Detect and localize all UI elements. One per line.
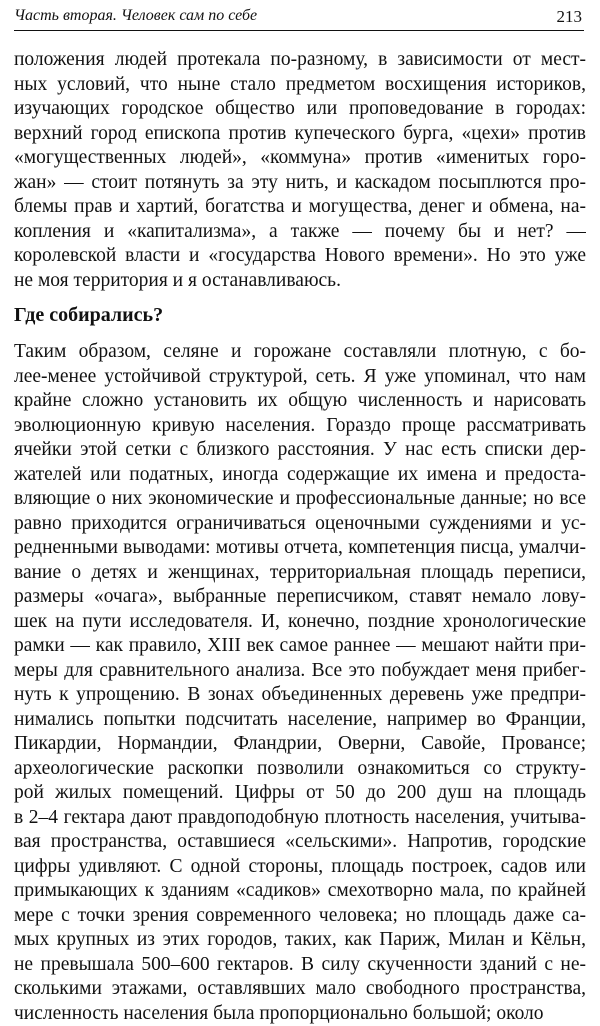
text-line: в 2–4 гектара дают правдоподобную плотность населения, учитыва- xyxy=(14,806,586,831)
text-line: вая пространства, оставшиеся «сельскими». Напротив, городские xyxy=(14,830,586,855)
text-line: верхний город епископа против купеческого бурга, «цехи» против xyxy=(14,122,586,147)
text-line: археологические раскопки позволили ознакомиться со структу- xyxy=(14,757,586,782)
text-line: положения людей протекала по-разному, в зависимости от мест- xyxy=(14,48,586,73)
text-line: равно приходится ограничиваться оценочными суждениями и ус- xyxy=(14,512,586,537)
text-line: шек на пути исследователя. И, конечно, поздние хронологические xyxy=(14,610,586,635)
text-line: «могущественных людей», «коммуна» против «именитых горо- xyxy=(14,146,586,171)
text-line: копления и «капитализма», а также — почему бы и нет? — xyxy=(14,220,586,245)
page-header xyxy=(14,4,584,31)
text-line: нимались попытки подсчитать население, например во Франции, xyxy=(14,708,586,733)
text-line: рой жилых помещений. Цифры от 50 до 200 душ на площадь xyxy=(14,781,586,806)
running-title: Часть вторая. Человек сам по себе xyxy=(14,7,257,25)
paragraph-2 xyxy=(14,340,586,1026)
text-line: размеры «очага», выбранные переписчиком, ставят немало лову- xyxy=(14,585,586,610)
text-line: королевской власти и «государства Нового времени». Но это уже xyxy=(14,244,586,269)
text-line: примыкающих к зданиям «садиков» смехотворно мала, по крайней xyxy=(14,879,586,904)
text-line: цифры удивляют. С одной стороны, площадь построек, садов или xyxy=(14,855,586,880)
text-line: нуть к упрощению. В зонах объединенных деревень уже предпри- xyxy=(14,683,586,708)
text-line: рамки — как правило, XIII век самое раннее — мешают найти при- xyxy=(14,634,586,659)
text-line: жан» — стоит потянуть за эту нить, и каскадом посыплются про- xyxy=(14,171,586,196)
paragraph-1 xyxy=(14,48,586,293)
text-line: не превышала 500–600 гектаров. В силу скученности зданий с не- xyxy=(14,953,586,978)
text-line: изучающих городское общество или проповедование в городах: xyxy=(14,97,586,122)
text-line: Таким образом, селяне и горожане составляли плотную, с бо- xyxy=(14,340,586,365)
text-line: не моя территория и я останавливаюсь. xyxy=(14,269,586,294)
text-line: блемы прав и хартий, богатства и могущества, денег и обмена, на- xyxy=(14,195,586,220)
text-line: жателей или податных, иногда содержащие их имена и предоста- xyxy=(14,463,586,488)
text-line: редненными выводами: мотивы отчета, компетенция писца, умалчи- xyxy=(14,536,586,561)
text-line: лее-менее устойчивой структурой, сеть. Я уже упоминал, что нам xyxy=(14,365,586,390)
page-number: 213 xyxy=(557,7,583,27)
text-line: мере с точки зрения современного человека; но площадь даже са- xyxy=(14,904,586,929)
text-line: крайне сложно установить их общую численность и нарисовать xyxy=(14,389,586,414)
text-line: ных условий, что ныне стало предметом восхищения историков, xyxy=(14,73,586,98)
text-line: вание о детях и женщинах, территориальная площадь переписи, xyxy=(14,561,586,586)
text-line: вляющие о них экономические и профессиональные данные; но все xyxy=(14,487,586,512)
text-line: мых крупных из этих городов, таких, как Париж, Милан и Кёльн, xyxy=(14,928,586,953)
section-heading: Где собирались? xyxy=(14,304,163,327)
text-line: сколькими этажами, оставлявших мало свободного пространства, xyxy=(14,977,586,1002)
text-line: Пикардии, Нормандии, Фландрии, Оверни, Савойе, Провансе; xyxy=(14,732,586,757)
text-line: эволюционную кривую населения. Гораздо проще рассматривать xyxy=(14,414,586,439)
text-line: ячейки этой сетки с близкого расстояния. У нас есть списки дер- xyxy=(14,438,586,463)
text-line: меры для сравнительного анализа. Все это побуждает меня прибег- xyxy=(14,659,586,684)
text-line: численность населения была пропорционально большой; около xyxy=(14,1002,586,1026)
